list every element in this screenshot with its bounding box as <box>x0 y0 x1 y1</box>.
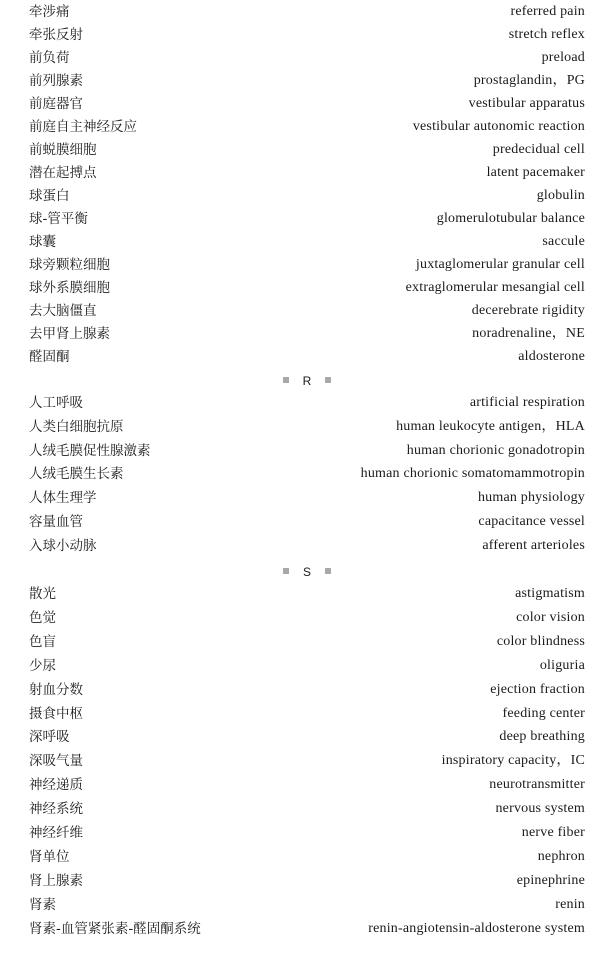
chinese-term: 肾上腺素 <box>29 872 83 889</box>
square-bullet-icon <box>325 568 331 574</box>
chinese-term: 醛固酮 <box>29 349 70 365</box>
glossary-entry <box>29 919 585 939</box>
english-term: noradrenaline，NE <box>472 326 585 341</box>
glossary-entry <box>29 25 585 45</box>
section-letter: S <box>302 564 311 579</box>
english-term: human chorionic somatomammotropin <box>360 466 585 482</box>
chinese-term: 神经递质 <box>29 777 83 794</box>
english-term: ejection fraction <box>490 681 585 697</box>
chinese-term: 少尿 <box>29 657 56 674</box>
chinese-term: 牵张反射 <box>29 27 83 43</box>
english-term: capacitance vessel <box>478 514 585 529</box>
chinese-term: 肾素 <box>29 896 56 913</box>
chinese-term: 射血分数 <box>29 681 83 698</box>
chinese-term: 潜在起搏点 <box>29 165 97 181</box>
english-term: aldosterone <box>518 349 585 364</box>
english-term: human physiology <box>477 490 585 506</box>
glossary-entry <box>29 656 585 676</box>
glossary-entry <box>29 488 585 508</box>
square-bullet-icon <box>325 377 331 383</box>
chinese-term: 神经系统 <box>29 801 83 818</box>
chinese-term: 人绒毛膜促性腺激素 <box>29 442 151 459</box>
glossary-entry <box>29 847 585 867</box>
chinese-term: 深吸气量 <box>29 753 83 770</box>
english-term: feeding center <box>502 705 585 721</box>
glossary-entry <box>29 799 585 819</box>
glossary-entry <box>29 608 585 628</box>
english-term: color vision <box>516 609 585 625</box>
glossary-entry <box>29 871 585 891</box>
english-term: extraglomerular mesangial cell <box>405 280 585 295</box>
english-term: color blindness <box>496 633 585 649</box>
glossary-entry <box>29 324 585 344</box>
chinese-term: 容量血管 <box>29 514 83 530</box>
chinese-term: 去大脑僵直 <box>29 303 97 319</box>
english-term: globulin <box>536 188 585 203</box>
english-term: prostaglandin，PG <box>473 73 585 88</box>
english-term: neurotransmitter <box>489 777 585 793</box>
chinese-term: 人工呼吸 <box>29 395 83 411</box>
glossary-entry <box>29 464 585 484</box>
english-term: predecidual cell <box>492 142 585 157</box>
english-term: inspiratory capacity，IC <box>441 753 585 769</box>
english-term: renin <box>555 896 585 912</box>
chinese-term: 球蛋白 <box>29 188 70 204</box>
chinese-term: 摄食中枢 <box>29 705 83 722</box>
glossary-entry <box>29 278 585 298</box>
glossary-entry <box>29 117 585 137</box>
glossary-entry <box>29 751 585 771</box>
chinese-term: 球外系膜细胞 <box>29 280 110 296</box>
english-term: nerve fiber <box>521 825 585 840</box>
chinese-term: 肾素-血管紧张素-醛固酮系统 <box>29 920 201 937</box>
english-term: renin-angiotensin-aldosterone system <box>368 920 585 936</box>
chinese-term: 人绒毛膜生长素 <box>29 466 124 483</box>
english-term: vestibular apparatus <box>468 96 585 111</box>
glossary-entry <box>29 512 585 532</box>
english-term: astigmatism <box>515 586 585 601</box>
chinese-term: 牵涉痛 <box>29 4 70 20</box>
english-term: nephron <box>537 848 585 864</box>
glossary-entry <box>29 347 585 367</box>
chinese-term: 神经纤维 <box>29 825 83 841</box>
english-term: latent pacemaker <box>486 165 585 180</box>
glossary-entry <box>29 301 585 321</box>
chinese-term: 前负荷 <box>29 50 70 66</box>
english-term: artificial respiration <box>469 395 585 410</box>
english-term: human chorionic gonadotropin <box>406 442 585 458</box>
glossary-entry <box>29 232 585 252</box>
glossary-entry <box>29 823 585 843</box>
glossary-entry <box>29 71 585 91</box>
chinese-term: 前庭自主神经反应 <box>29 119 137 135</box>
glossary-entry <box>29 209 585 229</box>
english-term: stretch reflex <box>508 27 585 42</box>
square-bullet-icon <box>283 568 289 574</box>
section-letter: R <box>302 373 312 388</box>
chinese-term: 色盲 <box>29 633 56 650</box>
english-term: glomerulotubular balance <box>436 211 585 226</box>
glossary-entry <box>29 163 585 183</box>
chinese-term: 前庭器官 <box>29 96 83 112</box>
english-term: vestibular autonomic reaction <box>412 119 585 134</box>
english-term: decerebrate rigidity <box>471 303 585 318</box>
glossary-entry <box>29 584 585 604</box>
glossary-entry <box>29 680 585 700</box>
english-term: epinephrine <box>516 872 585 888</box>
glossary-entry <box>29 140 585 160</box>
glossary-entry <box>29 186 585 206</box>
chinese-term: 球旁颗粒细胞 <box>29 257 110 273</box>
glossary-entry <box>29 632 585 652</box>
english-term: afferent arterioles <box>482 537 585 553</box>
chinese-term: 前列腺素 <box>29 73 83 89</box>
chinese-term: 人体生理学 <box>29 490 97 507</box>
chinese-term: 球-管平衡 <box>29 211 88 227</box>
chinese-term: 色觉 <box>29 609 56 626</box>
square-bullet-icon <box>283 377 289 383</box>
glossary-entry <box>29 48 585 68</box>
glossary-entry <box>29 536 585 556</box>
english-term: saccule <box>542 234 585 249</box>
glossary-entry <box>29 393 585 413</box>
english-term: nervous system <box>495 801 585 817</box>
chinese-term: 散光 <box>29 586 56 602</box>
english-term: preload <box>541 50 585 65</box>
glossary-entry <box>29 417 585 437</box>
english-term: juxtaglomerular granular cell <box>415 257 585 272</box>
glossary-entry <box>29 775 585 795</box>
section-header-s <box>0 562 614 580</box>
chinese-term: 肾单位 <box>29 848 70 865</box>
glossary-entry <box>29 895 585 915</box>
chinese-term: 人类白细胞抗原 <box>29 418 124 435</box>
chinese-term: 球囊 <box>29 234 56 250</box>
english-term: human leukocyte antigen，HLA <box>396 418 585 434</box>
english-term: oliguria <box>539 657 585 673</box>
chinese-term: 去甲肾上腺素 <box>29 326 110 342</box>
chinese-term: 前蜕膜细胞 <box>29 142 97 158</box>
glossary-entry <box>29 441 585 461</box>
chinese-term: 入球小动脉 <box>29 537 97 554</box>
english-term: deep breathing <box>499 729 585 745</box>
glossary-entry <box>29 727 585 747</box>
glossary-entry <box>29 255 585 275</box>
chinese-term: 深呼吸 <box>29 729 70 746</box>
glossary-entry <box>29 704 585 724</box>
english-term: referred pain <box>510 4 585 19</box>
glossary-entry <box>29 2 585 22</box>
glossary-entry <box>29 94 585 114</box>
section-header-r <box>0 371 614 389</box>
